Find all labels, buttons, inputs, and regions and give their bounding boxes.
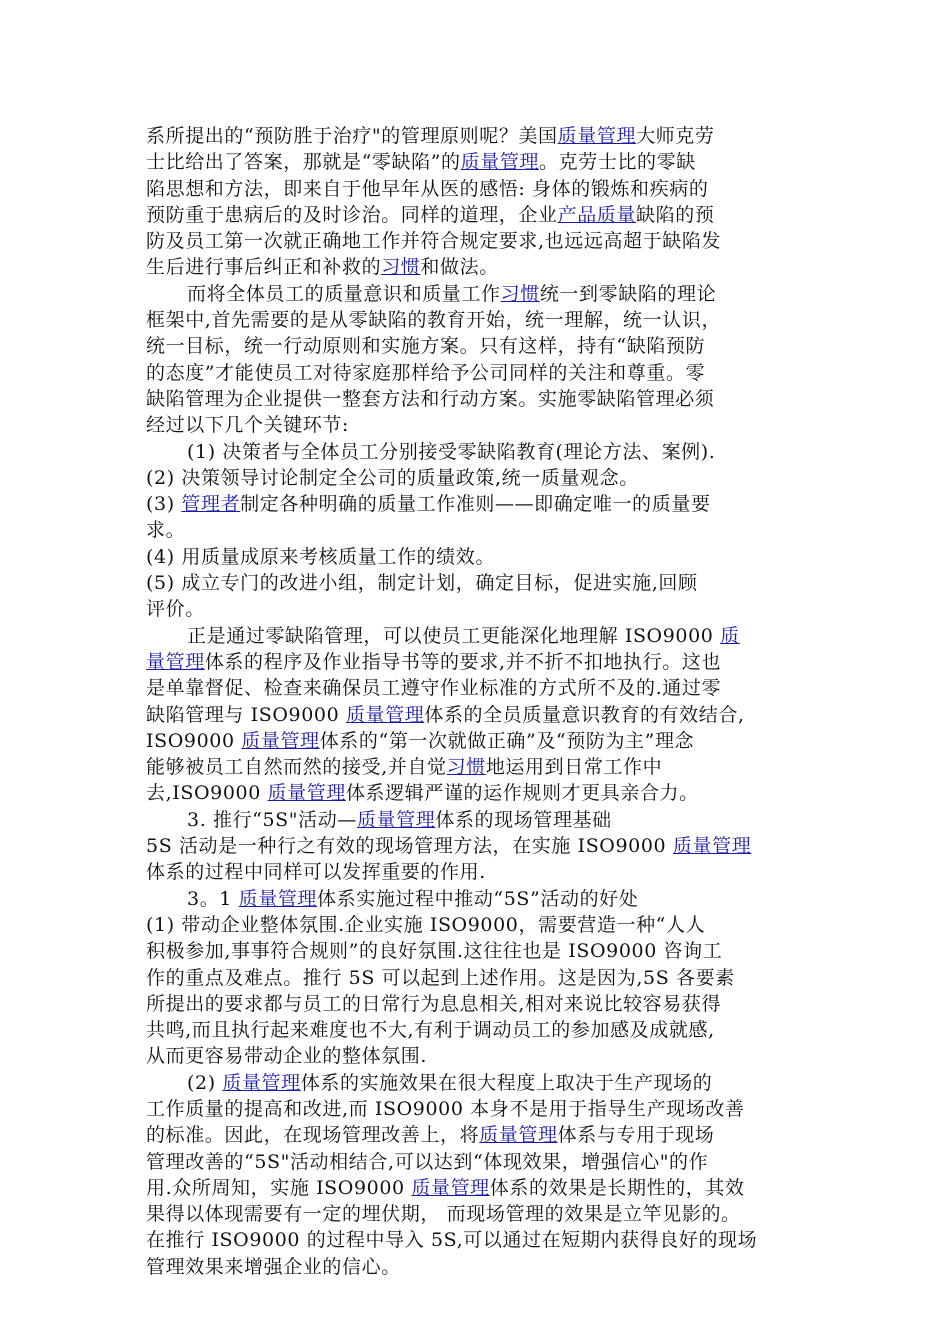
text-segment: 正是通过零缺陷管理，可以使员工更能深化地理解 ISO9000 [187,624,721,647]
keyword-link[interactable]: 习惯 [500,282,540,305]
text-line [146,623,810,649]
text-segment: 去,ISO9000 [146,782,268,805]
text-line [146,1254,810,1280]
keyword-link[interactable]: 量管理 [146,650,205,673]
keyword-link[interactable]: 管理者 [181,493,241,516]
text-line [146,754,810,780]
text-segment: 缺陷管理为企业提供一整套方法和行动方案。实施零缺陷管理必须 [146,387,715,410]
text-segment: 体系的现场管理基础 [435,808,612,831]
text-segment: 防及员工第一次就正确地工作并符合规定要求,也远远高超于缺陷发 [146,230,722,253]
text-segment: 统一到零缺陷的理论 [539,282,717,305]
text-line [146,596,810,622]
text-segment: 系所提出的“预防胜于治疗"的管理原则呢？美国 [146,125,558,147]
text-line [146,202,810,228]
text-line [146,1201,810,1227]
text-line [146,991,810,1017]
keyword-link[interactable]: 质量管理 [238,887,318,910]
keyword-link[interactable]: 质量管理 [241,729,320,752]
text-segment: 是单靠督促、检查来确保员工遵守作业标准的方式所不及的.通过零 [146,677,722,700]
text-segment: 经过以下几个关键环节: [146,414,350,437]
text-segment: 体系与专用于现场 [557,1124,715,1147]
text-line [146,123,810,149]
text-segment: 工作质量的提高和改进,而 ISO9000 本身不是用于指导生产现场改善 [146,1097,745,1120]
text-segment: 士比给出了答案，那就是“零缺陷”的 [146,151,461,174]
keyword-link[interactable]: 质量管理 [411,1176,490,1199]
text-segment: 制定各种明确的质量工作准则——即确定唯一的质量要 [240,493,711,516]
text-segment: 大师克劳 [636,125,715,147]
text-line [146,1017,810,1043]
text-line [146,360,810,386]
text-segment: 用.众所周知，实施 ISO9000 [146,1176,412,1199]
text-segment: 体系的效果是长期性的，其效 [489,1176,745,1199]
keyword-link[interactable]: 质量管理 [356,808,436,831]
text-segment: (5) 成立专门的改进小组，制定计划，确定目标，促进实施,回顾 [146,572,698,595]
text-line [146,412,810,438]
keyword-link[interactable]: 习惯 [381,256,421,279]
text-line [146,965,810,991]
text-segment: 统一目标，统一行动原则和实施方案。只有这样，持有“缺陷预防 [146,335,706,358]
text-segment: ISO9000 [146,729,242,752]
text-line [146,1043,810,1069]
text-segment: 体系的全员质量意识教育的有效结合, [424,703,745,726]
text-segment: 体系的“第一次就做正确”及“预防为主”理念 [319,729,695,752]
text-line [146,675,810,701]
text-line [146,1175,810,1201]
text-segment: (1) 决策者与全体员工分别接受零缺陷教育(理论方法、案例). [187,440,716,463]
document-body [146,123,810,1280]
text-segment: 5S 活动是一种行之有效的现场管理方法，在实施 ISO9000 [146,835,673,858]
text-line [146,544,810,570]
text-line [146,307,810,333]
text-segment: 缺陷的预 [636,203,715,226]
text-line [146,176,810,202]
text-line [146,1096,810,1122]
text-segment: (2) [187,1071,223,1094]
keyword-link[interactable]: 质量管理 [267,782,346,805]
text-line [146,702,810,728]
text-segment: (1) 带动企业整体氛围.企业实施 ISO9000，需要营造一种“人人 [146,913,706,936]
text-segment: 缺陷管理与 ISO9000 [146,703,346,726]
text-segment: 从而更容易带动企业的整体氛围. [146,1045,428,1068]
text-line [146,333,810,359]
keyword-link[interactable]: 质量管理 [672,835,752,858]
text-line [146,1227,810,1253]
text-segment: 的标准。因此，在现场管理改善上，将 [146,1124,480,1147]
text-line [146,439,810,465]
text-segment: 框架中,首先需要的是从零缺陷的教育开始，统一理解，统一认识， [146,309,722,332]
text-line [146,228,810,254]
text-segment: 。克劳士比的零缺 [539,151,696,174]
text-segment: 评价。 [146,598,205,621]
text-segment: (2) 决策领导讨论制定全公司的质量政策,统一质量观念。 [146,466,639,489]
text-segment: 共鸣,而且执行起来难度也不大,有利于调动员工的参加感及成就感, [146,1019,715,1042]
text-segment: 体系逻辑严谨的运作规则才更具亲合力。 [345,782,699,805]
text-segment: 果得以体现需要有一定的埋伏期， 而现场管理的效果是立竿见影的。 [146,1203,741,1226]
text-line [146,649,810,675]
text-segment: 陷思想和方法，即来自于他早年从医的感悟: 身体的锻炼和疾病的 [146,177,709,200]
text-segment: 体系的实施效果在很大程度上取决于生产现场的 [300,1071,713,1094]
text-line [146,517,810,543]
text-segment: 地运用到日常工作中 [485,756,663,779]
keyword-link[interactable]: 质量管理 [479,1124,558,1147]
text-line [146,465,810,491]
text-line [146,1122,810,1148]
text-segment: 在推行 ISO9000 的过程中导入 5S,可以通过在短期内获得良好的现场 [146,1229,758,1252]
text-line [146,912,810,938]
text-segment: 预防重于患病后的及时诊治。同样的道理，企业 [146,203,558,226]
text-segment: 管理效果来增强企业的信心。 [146,1255,401,1278]
text-segment: 生后进行事后纠正和补救的 [146,256,382,279]
text-line [146,570,810,596]
keyword-link[interactable]: 质 [720,624,740,647]
text-segment: 而将全体员工的质量意识和质量工作 [187,282,501,305]
text-segment: 管理改善的“5S"活动相结合,可以达到“体现效果，增强信心"的作 [146,1150,709,1173]
text-line [146,938,810,964]
keyword-link[interactable]: 质量管理 [460,151,540,174]
keyword-link[interactable]: 质量管理 [222,1071,301,1094]
text-segment: 的态度”才能使员工对待家庭那样给予公司同样的关注和尊重。零 [146,361,706,384]
text-segment: 作的重点及难点。推行 5S 可以起到上述作用。这是因为,5S 各要素 [146,966,735,989]
text-line [146,1149,810,1175]
text-segment: 体系实施过程中推动“5S”活动的好处 [317,887,639,910]
text-line [146,1070,810,1096]
text-line [146,886,810,912]
text-segment: 3。1 [187,887,239,910]
text-line [146,728,810,754]
text-segment: (4) 用质量成原来考核质量工作的绩效。 [146,545,495,568]
text-line [146,386,810,412]
keyword-link[interactable]: 习惯 [446,756,486,779]
text-segment: 3. 推行“5S"活动— [187,808,357,831]
text-line [146,491,810,517]
text-segment: 和做法。 [420,256,499,279]
text-segment: 体系的过程中同样可以发挥重要的作用. [146,861,486,884]
text-line [146,833,810,859]
text-line [146,807,810,833]
keyword-link[interactable]: 质量管理 [345,703,425,726]
text-line [146,780,810,806]
text-segment: 积极参加,事事符合规则”的良好氛围.这往往也是 ISO9000 咨询工 [146,940,723,963]
text-line [146,149,810,175]
text-segment: 能够被员工自然而然的接受,并自觉 [146,756,447,779]
keyword-link[interactable]: 产品质量 [557,203,637,226]
text-line [146,859,810,885]
keyword-link[interactable]: 质量管理 [557,125,637,147]
text-segment: 所提出的要求都与员工的日常行为息息相关,相对来说比较容易获得 [146,992,722,1015]
text-segment: 体系的程序及作业指导书等的要求,并不折不扣地执行。这也 [204,650,722,673]
text-segment: 求。 [146,519,186,542]
text-line [146,254,810,280]
text-segment: (3) [146,493,182,516]
text-line [146,281,810,307]
